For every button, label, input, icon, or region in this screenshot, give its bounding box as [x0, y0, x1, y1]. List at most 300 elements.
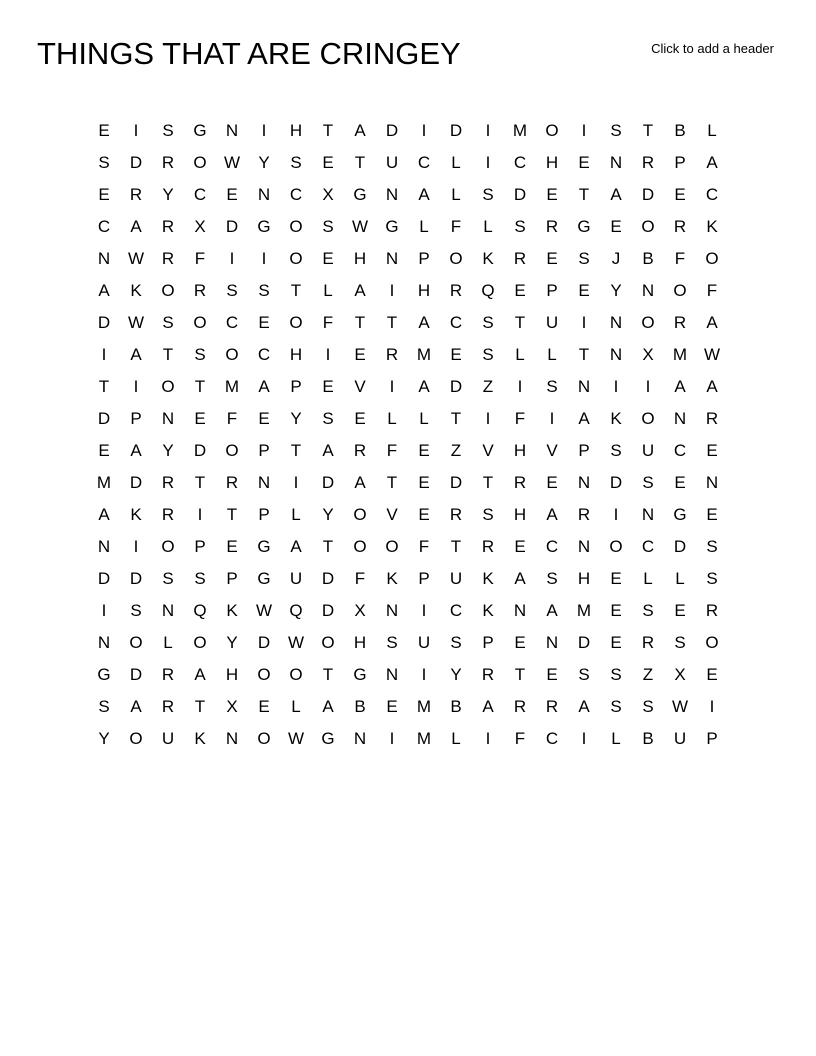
grid-row	[88, 531, 728, 563]
grid-letter: O	[193, 153, 207, 172]
grid-letter: W	[351, 217, 369, 236]
grid-letter: G	[577, 217, 591, 236]
grid-letter: A	[482, 697, 494, 716]
grid-letter: R	[705, 409, 719, 428]
grid-letter: N	[161, 409, 175, 428]
grid-letter: R	[161, 697, 175, 716]
grid-letter: E	[258, 409, 270, 428]
grid-letter: E	[418, 441, 430, 460]
grid-letter: G	[353, 665, 367, 684]
grid-letter: I	[485, 121, 491, 140]
grid-letter: A	[706, 153, 718, 172]
grid-letter: N	[705, 473, 719, 492]
grid-letter: I	[261, 121, 267, 140]
grid-letter: M	[96, 473, 112, 492]
grid-letter: E	[610, 217, 622, 236]
grid-letter: B	[642, 249, 654, 268]
grid-letter: H	[417, 281, 431, 300]
grid-letter: I	[261, 249, 267, 268]
grid-letter: F	[674, 249, 686, 268]
grid-letter: F	[226, 409, 238, 428]
word-search-grid	[88, 115, 728, 755]
grid-letter: F	[418, 537, 430, 556]
grid-letter: R	[545, 217, 559, 236]
grid-letter: C	[257, 345, 271, 364]
grid-letter: S	[322, 409, 334, 428]
grid-row	[88, 115, 728, 147]
grid-letter: U	[385, 153, 399, 172]
grid-letter: X	[226, 697, 238, 716]
grid-letter: R	[545, 697, 559, 716]
grid-letter: F	[194, 249, 206, 268]
grid-letter: S	[98, 153, 110, 172]
grid-letter: L	[515, 345, 525, 364]
grid-letter: T	[162, 345, 174, 364]
grid-row	[88, 403, 728, 435]
grid-letter: O	[257, 729, 271, 748]
grid-letter: O	[193, 313, 207, 332]
grid-letter: U	[417, 633, 431, 652]
grid-letter: G	[673, 505, 687, 524]
grid-letter: D	[129, 665, 143, 684]
grid-letter: A	[610, 185, 622, 204]
grid-letter: E	[98, 121, 110, 140]
grid-letter: E	[514, 281, 526, 300]
grid-letter: I	[389, 729, 395, 748]
grid-letter: A	[130, 345, 142, 364]
grid-letter: S	[322, 217, 334, 236]
grid-letter: N	[97, 537, 111, 556]
grid-letter: D	[129, 569, 143, 588]
grid-letter: I	[101, 345, 107, 364]
grid-letter: R	[161, 249, 175, 268]
grid-letter: I	[293, 473, 299, 492]
grid-letter: L	[643, 569, 653, 588]
grid-letter: R	[161, 153, 175, 172]
grid-letter: I	[613, 505, 619, 524]
grid-letter: S	[578, 249, 590, 268]
grid-letter: S	[610, 665, 622, 684]
grid-letter: T	[194, 473, 206, 492]
grid-letter: D	[513, 185, 527, 204]
grid-letter: R	[161, 473, 175, 492]
grid-letter: U	[449, 569, 463, 588]
grid-letter: R	[481, 537, 495, 556]
grid-letter: S	[194, 345, 206, 364]
grid-letter: L	[451, 185, 461, 204]
grid-letter: C	[545, 537, 559, 556]
grid-letter: T	[322, 665, 334, 684]
grid-letter: D	[225, 217, 239, 236]
grid-letter: Y	[162, 441, 174, 460]
grid-letter: V	[386, 505, 398, 524]
grid-letter: X	[354, 601, 366, 620]
grid-letter: G	[257, 537, 271, 556]
grid-letter: E	[418, 473, 430, 492]
grid-letter: I	[101, 601, 107, 620]
grid-letter: I	[581, 313, 587, 332]
grid-letter: E	[194, 409, 206, 428]
grid-letter: G	[97, 665, 111, 684]
grid-letter: E	[546, 665, 558, 684]
grid-letter: I	[485, 729, 491, 748]
grid-letter: N	[385, 665, 399, 684]
grid-letter: W	[703, 345, 721, 364]
grid-letter: O	[193, 633, 207, 652]
grid-letter: C	[97, 217, 111, 236]
grid-letter: I	[517, 377, 523, 396]
grid-letter: C	[641, 537, 655, 556]
grid-letter: G	[353, 185, 367, 204]
grid-letter: A	[290, 537, 302, 556]
grid-letter: N	[161, 601, 175, 620]
grid-letter: I	[133, 377, 139, 396]
grid-letter: R	[705, 601, 719, 620]
grid-letter: S	[514, 217, 526, 236]
grid-letter: V	[546, 441, 558, 460]
grid-letter: L	[163, 633, 173, 652]
grid-letter: E	[450, 345, 462, 364]
grid-letter: F	[322, 313, 334, 332]
grid-letter: O	[705, 249, 719, 268]
grid-letter: L	[611, 729, 621, 748]
grid-letter: L	[547, 345, 557, 364]
grid-letter: C	[673, 441, 687, 460]
grid-letter: D	[641, 185, 655, 204]
grid-letter: O	[129, 633, 143, 652]
grid-letter: N	[353, 729, 367, 748]
grid-letter: S	[578, 665, 590, 684]
grid-letter: D	[577, 633, 591, 652]
grid-letter: P	[130, 409, 142, 428]
grid-letter: I	[421, 601, 427, 620]
grid-row	[88, 627, 728, 659]
grid-letter: M	[416, 729, 432, 748]
grid-letter: A	[418, 313, 430, 332]
grid-letter: E	[546, 473, 558, 492]
grid-letter: E	[514, 633, 526, 652]
grid-letter: D	[449, 377, 463, 396]
grid-letter: L	[291, 697, 301, 716]
grid-letter: C	[225, 313, 239, 332]
grid-letter: O	[289, 217, 303, 236]
grid-letter: T	[482, 473, 494, 492]
grid-letter: F	[386, 441, 398, 460]
grid-letter: A	[130, 441, 142, 460]
grid-letter: I	[229, 249, 235, 268]
grid-letter: O	[641, 409, 655, 428]
grid-row	[88, 371, 728, 403]
grid-letter: E	[258, 313, 270, 332]
grid-letter: S	[482, 505, 494, 524]
grid-letter: L	[323, 281, 333, 300]
grid-letter: A	[706, 377, 718, 396]
grid-letter: I	[613, 377, 619, 396]
grid-letter: F	[514, 409, 526, 428]
grid-letter: C	[705, 185, 719, 204]
grid-letter: E	[418, 505, 430, 524]
grid-letter: O	[545, 121, 559, 140]
grid-letter: G	[385, 217, 399, 236]
grid-letter: I	[645, 377, 651, 396]
grid-letter: E	[322, 377, 334, 396]
grid-letter: P	[194, 537, 206, 556]
grid-letter: N	[673, 409, 687, 428]
grid-letter: F	[450, 217, 462, 236]
grid-letter: N	[577, 473, 591, 492]
grid-letter: E	[610, 633, 622, 652]
grid-row	[88, 147, 728, 179]
grid-letter: E	[226, 185, 238, 204]
grid-letter: R	[449, 281, 463, 300]
grid-letter: P	[258, 441, 270, 460]
grid-letter: P	[578, 441, 590, 460]
grid-letter: A	[354, 473, 366, 492]
grid-letter: P	[674, 153, 686, 172]
grid-letter: S	[642, 601, 654, 620]
grid-letter: L	[387, 409, 397, 428]
grid-letter: O	[353, 505, 367, 524]
grid-letter: U	[289, 569, 303, 588]
grid-letter: N	[641, 505, 655, 524]
grid-letter: S	[98, 697, 110, 716]
grid-letter: S	[226, 281, 238, 300]
grid-letter: T	[578, 345, 590, 364]
grid-letter: K	[226, 601, 238, 620]
grid-letter: T	[450, 409, 462, 428]
grid-letter: N	[609, 153, 623, 172]
grid-letter: I	[197, 505, 203, 524]
grid-letter: M	[576, 601, 592, 620]
grid-letter: A	[194, 665, 206, 684]
grid-letter: N	[257, 185, 271, 204]
grid-letter: S	[162, 313, 174, 332]
grid-letter: P	[418, 569, 430, 588]
grid-letter: G	[257, 569, 271, 588]
grid-letter: H	[225, 665, 239, 684]
grid-letter: N	[577, 537, 591, 556]
grid-letter: L	[483, 217, 493, 236]
grid-row	[88, 499, 728, 531]
grid-letter: O	[641, 217, 655, 236]
grid-letter: A	[578, 409, 590, 428]
grid-letter: D	[321, 601, 335, 620]
grid-letter: S	[482, 185, 494, 204]
grid-letter: W	[287, 633, 305, 652]
grid-letter: D	[129, 473, 143, 492]
grid-letter: W	[223, 153, 241, 172]
grid-letter: N	[385, 601, 399, 620]
grid-letter: W	[287, 729, 305, 748]
grid-letter: E	[546, 249, 558, 268]
grid-letter: D	[673, 537, 687, 556]
grid-row	[88, 435, 728, 467]
grid-letter: E	[706, 665, 718, 684]
grid-letter: I	[421, 665, 427, 684]
grid-letter: B	[450, 697, 462, 716]
grid-letter: R	[161, 665, 175, 684]
grid-letter: A	[130, 697, 142, 716]
grid-letter: E	[706, 505, 718, 524]
grid-letter: Y	[290, 409, 302, 428]
grid-letter: R	[673, 217, 687, 236]
grid-letter: K	[482, 249, 494, 268]
grid-letter: O	[353, 537, 367, 556]
grid-letter: E	[546, 185, 558, 204]
grid-letter: R	[193, 281, 207, 300]
grid-letter: Y	[258, 153, 270, 172]
grid-letter: E	[674, 601, 686, 620]
grid-letter: U	[673, 729, 687, 748]
grid-letter: E	[354, 409, 366, 428]
grid-letter: J	[611, 249, 621, 268]
grid-letter: S	[642, 697, 654, 716]
grid-row	[88, 211, 728, 243]
grid-letter: U	[545, 313, 559, 332]
header-placeholder[interactable]: Click to add a header	[651, 41, 774, 56]
grid-letter: X	[194, 217, 206, 236]
grid-letter: A	[706, 313, 718, 332]
grid-letter: T	[194, 377, 206, 396]
grid-letter: P	[290, 377, 302, 396]
grid-letter: D	[129, 153, 143, 172]
grid-letter: R	[161, 505, 175, 524]
grid-letter: Y	[450, 665, 462, 684]
grid-letter: N	[225, 121, 239, 140]
grid-letter: K	[706, 217, 718, 236]
grid-letter: I	[389, 281, 395, 300]
grid-letter: N	[545, 633, 559, 652]
grid-letter: S	[642, 473, 654, 492]
grid-letter: T	[642, 121, 654, 140]
grid-letter: N	[513, 601, 527, 620]
grid-letter: T	[578, 185, 590, 204]
grid-row	[88, 275, 728, 307]
grid-letter: I	[133, 121, 139, 140]
grid-letter: P	[418, 249, 430, 268]
grid-letter: Y	[322, 505, 334, 524]
grid-letter: R	[353, 441, 367, 460]
grid-letter: Z	[482, 377, 494, 396]
grid-letter: E	[706, 441, 718, 460]
grid-letter: A	[674, 377, 686, 396]
grid-letter: L	[451, 153, 461, 172]
grid-letter: O	[129, 729, 143, 748]
grid-letter: R	[577, 505, 591, 524]
grid-letter: S	[706, 569, 718, 588]
grid-letter: K	[130, 281, 142, 300]
grid-letter: I	[325, 345, 331, 364]
grid-letter: I	[421, 121, 427, 140]
grid-letter: P	[482, 633, 494, 652]
grid-letter: P	[258, 505, 270, 524]
grid-letter: R	[449, 505, 463, 524]
grid-letter: E	[98, 185, 110, 204]
grid-letter: S	[546, 377, 558, 396]
grid-letter: F	[354, 569, 366, 588]
grid-row	[88, 563, 728, 595]
grid-letter: N	[225, 729, 239, 748]
grid-letter: S	[482, 313, 494, 332]
grid-letter: S	[546, 569, 558, 588]
grid-letter: E	[322, 153, 334, 172]
grid-letter: M	[224, 377, 240, 396]
grid-letter: T	[290, 441, 302, 460]
grid-letter: A	[578, 697, 590, 716]
grid-letter: K	[194, 729, 206, 748]
grid-letter: D	[97, 409, 111, 428]
grid-letter: S	[610, 441, 622, 460]
grid-letter: L	[675, 569, 685, 588]
grid-letter: N	[641, 281, 655, 300]
grid-letter: D	[257, 633, 271, 652]
grid-letter: A	[354, 281, 366, 300]
grid-letter: S	[450, 633, 462, 652]
grid-letter: L	[291, 505, 301, 524]
grid-row	[88, 339, 728, 371]
grid-letter: E	[610, 601, 622, 620]
grid-letter: O	[449, 249, 463, 268]
grid-letter: O	[161, 281, 175, 300]
grid-letter: G	[193, 121, 207, 140]
grid-letter: R	[673, 313, 687, 332]
grid-letter: N	[97, 633, 111, 652]
grid-letter: R	[641, 153, 655, 172]
grid-letter: C	[289, 185, 303, 204]
grid-letter: L	[707, 121, 717, 140]
grid-letter: R	[225, 473, 239, 492]
grid-letter: F	[706, 281, 718, 300]
grid-letter: Y	[226, 633, 238, 652]
grid-letter: H	[577, 569, 591, 588]
grid-letter: N	[257, 473, 271, 492]
grid-letter: B	[354, 697, 366, 716]
grid-letter: U	[641, 441, 655, 460]
grid-letter: O	[673, 281, 687, 300]
grid-letter: I	[485, 409, 491, 428]
grid-letter: C	[513, 153, 527, 172]
grid-letter: D	[97, 313, 111, 332]
grid-letter: K	[386, 569, 398, 588]
grid-letter: W	[127, 313, 145, 332]
grid-letter: K	[482, 601, 494, 620]
grid-letter: P	[706, 729, 718, 748]
grid-letter: T	[194, 697, 206, 716]
grid-letter: S	[482, 345, 494, 364]
grid-letter: R	[641, 633, 655, 652]
grid-letter: S	[162, 121, 174, 140]
grid-letter: X	[642, 345, 654, 364]
grid-letter: S	[258, 281, 270, 300]
grid-letter: S	[194, 569, 206, 588]
grid-letter: T	[514, 313, 526, 332]
grid-letter: W	[127, 249, 145, 268]
grid-letter: V	[482, 441, 494, 460]
grid-letter: A	[546, 601, 558, 620]
grid-letter: E	[578, 281, 590, 300]
grid-letter: W	[255, 601, 273, 620]
grid-letter: O	[289, 665, 303, 684]
grid-letter: A	[418, 185, 430, 204]
grid-letter: T	[98, 377, 110, 396]
grid-letter: T	[386, 313, 398, 332]
grid-letter: B	[642, 729, 654, 748]
grid-letter: I	[709, 697, 715, 716]
grid-letter: K	[130, 505, 142, 524]
grid-letter: O	[225, 345, 239, 364]
grid-letter: I	[485, 153, 491, 172]
grid-letter: A	[322, 441, 334, 460]
